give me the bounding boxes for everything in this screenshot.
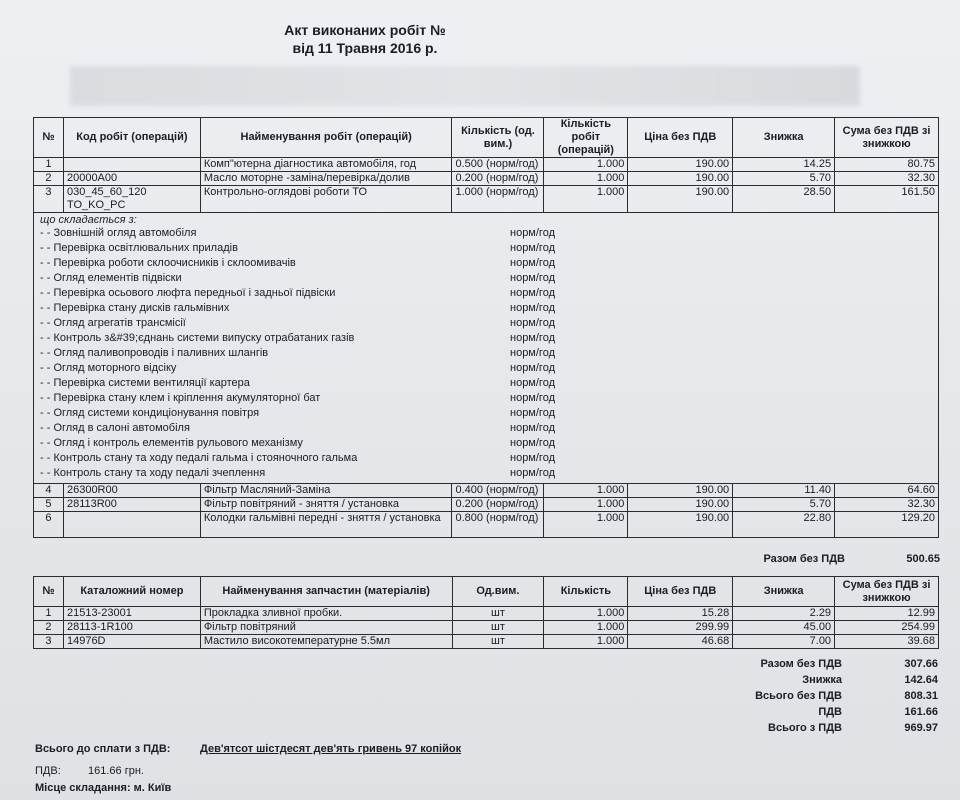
subitem-unit: норм/год: [510, 362, 555, 374]
cell-count: 1.000: [544, 158, 628, 172]
total-row: [580, 674, 940, 686]
list-item: [40, 362, 932, 377]
subitem-text: - - Перевірка роботи склоочисників і склоомивачів: [40, 257, 296, 269]
cell-sum: 39.68: [835, 635, 939, 649]
cell-code: 26300R00: [63, 484, 200, 498]
subitem-text: - - Зовнішній огляд автомобіля: [40, 227, 197, 239]
subitem-unit: норм/год: [510, 287, 555, 299]
cell-discount: 5.70: [733, 498, 835, 512]
works-col-price: Ціна без ПДВ: [628, 118, 733, 158]
pay-label: Всього до сплати з ПДВ:: [35, 743, 171, 755]
cell-discount: 11.40: [733, 484, 835, 498]
cell-code: 28113-1R100: [63, 621, 200, 635]
cell-sum: 32.30: [835, 498, 939, 512]
cell-code: 21513-23001: [63, 607, 200, 621]
list-item: [40, 467, 932, 482]
cell-sum: 161.50: [835, 186, 939, 213]
cell-n: 1: [34, 158, 64, 172]
list-item: [40, 452, 932, 467]
subitem-text: - - Контроль стану та ходу педалі гальма і стояночного гальма: [40, 452, 358, 464]
list-item: [40, 302, 932, 317]
table-row: [34, 172, 939, 186]
cell-n: 2: [34, 172, 64, 186]
subitem-text: - - Перевірка освітлювальних приладів: [40, 242, 238, 254]
subitems-cell: [34, 213, 939, 484]
document-title: Акт виконаних робіт №: [284, 22, 446, 38]
works-col-no: №: [34, 118, 64, 158]
table-row: [34, 484, 939, 498]
subitem-text: - - Огляд в салоні автомобіля: [40, 422, 190, 434]
subitem-unit: норм/год: [510, 437, 555, 449]
cell-qty: 0.500 (норм/год): [452, 158, 544, 172]
subitem-text: - - Огляд паливопроводів і паливних шлангів: [40, 347, 269, 359]
total-row: [580, 658, 940, 670]
cell-code: 28113R00: [63, 498, 200, 512]
cell-price: 190.00: [628, 484, 733, 498]
cell-unit: шт: [452, 621, 544, 635]
cell-price: 46.68: [628, 635, 733, 649]
subitem-unit: норм/год: [510, 302, 555, 314]
subitem-text: - - Перевірка стану дисків гальмівних: [40, 302, 230, 314]
subitem-unit: норм/год: [510, 317, 555, 329]
cell-count: 1.000: [544, 512, 628, 538]
total-label: Разом без ПДВ: [760, 658, 842, 670]
cell-discount: 22.80: [733, 512, 835, 538]
cell-qty: 0.200 (норм/год): [452, 498, 544, 512]
total-label: Всього без ПДВ: [755, 690, 842, 702]
subitem-text: - - Контроль стану та ходу педалі зчеплення: [40, 467, 266, 479]
works-total-value: 500.65: [906, 553, 940, 565]
subitem-unit: норм/год: [510, 242, 555, 254]
cell-qty: 1.000: [544, 621, 628, 635]
subitem-unit: норм/год: [510, 257, 555, 269]
subitem-unit: норм/год: [510, 467, 555, 479]
cell-count: 1.000: [544, 484, 628, 498]
parts-col-sum: Сума без ПДВ зі знижкою: [835, 577, 939, 607]
works-col-sum: Сума без ПДВ зі знижкою: [835, 118, 939, 158]
cell-n: 2: [34, 621, 64, 635]
vat-value: 161.66 грн.: [88, 765, 144, 777]
vat-label: ПДВ:: [35, 765, 61, 777]
table-row: [34, 607, 939, 621]
cell-code: 030_45_60_120 TO_KO_PC: [63, 186, 200, 213]
cell-price: 15.28: [628, 607, 733, 621]
cell-qty: 1.000: [544, 607, 628, 621]
cell-n: 4: [34, 484, 64, 498]
subitem-unit: норм/год: [510, 422, 555, 434]
list-item: [40, 377, 932, 392]
total-row: [580, 690, 940, 702]
cell-price: 190.00: [628, 158, 733, 172]
cell-price: 190.00: [628, 186, 733, 213]
table-row: [34, 186, 939, 213]
subitem-text: - - Перевірка системи вентиляції картера: [40, 377, 250, 389]
total-value: 161.66: [904, 706, 938, 718]
cell-n: 5: [34, 498, 64, 512]
cell-count: 1.000: [544, 498, 628, 512]
cell-sum: 12.99: [835, 607, 939, 621]
redacted-area: [70, 66, 860, 106]
cell-count: 1.000: [544, 186, 628, 213]
consists-label: що складається з:: [40, 214, 137, 226]
subitem-text: - - Огляд системи кондиціонування повітря: [40, 407, 260, 419]
table-row: [34, 498, 939, 512]
cell-n: 3: [34, 635, 64, 649]
subitem-text: - - Огляд елементів підвіски: [40, 272, 182, 284]
subitem-text: - - Огляд моторного відсіку: [40, 362, 177, 374]
cell-discount: 2.29: [733, 607, 835, 621]
list-item: [40, 287, 932, 302]
subitem-text: - - Перевірка стану клем і кріплення акумуляторної бат: [40, 392, 321, 404]
total-row: [580, 722, 940, 734]
cell-n: 1: [34, 607, 64, 621]
cell-name: Прокладка зливної пробки.: [200, 607, 452, 621]
cell-code: 20000A00: [63, 172, 200, 186]
works-col-code: Код робіт (операцій): [63, 118, 200, 158]
works-col-count: Кількість робіт (операцій): [544, 118, 628, 158]
list-item: [40, 347, 932, 362]
cell-name: Контрольно-оглядові роботи ТО: [200, 186, 452, 213]
cell-price: 299.99: [628, 621, 733, 635]
total-label: Знижка: [802, 674, 842, 686]
total-value: 969.97: [904, 722, 938, 734]
cell-code: [63, 512, 200, 538]
list-item: [40, 437, 932, 452]
total-value: 307.66: [904, 658, 938, 670]
subitem-text: - - Контроль з&#39;єднань системи випуску отрабатаних газів: [40, 332, 355, 344]
list-item: [40, 227, 932, 242]
subitem-unit: норм/год: [510, 392, 555, 404]
list-item: [40, 392, 932, 407]
subitem-text: - - Огляд і контроль елементів рульового механізму: [40, 437, 303, 449]
list-item: [40, 317, 932, 332]
subitems-list: [40, 227, 932, 482]
parts-col-no: №: [34, 577, 64, 607]
parts-col-qty: Кількість: [544, 577, 628, 607]
parts-col-price: Ціна без ПДВ: [628, 577, 733, 607]
document-date: від 11 Травня 2016 р.: [292, 40, 438, 56]
total-row: [580, 706, 940, 718]
subitem-unit: норм/год: [510, 347, 555, 359]
list-item: [40, 422, 932, 437]
total-value: 142.64: [904, 674, 938, 686]
subitem-unit: норм/год: [510, 452, 555, 464]
total-label: ПДВ: [818, 706, 842, 718]
table-row: [34, 512, 939, 538]
cell-qty: 0.800 (норм/год): [452, 512, 544, 538]
parts-col-discount: Знижка: [733, 577, 835, 607]
table-row: [34, 158, 939, 172]
parts-table: [33, 576, 939, 649]
cell-name: Комп"ютерна діагностика автомобіля, год: [200, 158, 452, 172]
table-row: [34, 621, 939, 635]
cell-code: 14976D: [63, 635, 200, 649]
cell-sum: 129.20: [835, 512, 939, 538]
cell-qty: 0.200 (норм/год): [452, 172, 544, 186]
list-item: [40, 242, 932, 257]
works-col-name: Найменування робіт (операцій): [200, 118, 452, 158]
cell-unit: шт: [452, 607, 544, 621]
subitem-text: - - Огляд агрегатів трансмісії: [40, 317, 186, 329]
cell-sum: 32.30: [835, 172, 939, 186]
place-label: Місце складання: м. Київ: [35, 782, 172, 794]
cell-discount: 7.00: [733, 635, 835, 649]
cell-price: 190.00: [628, 498, 733, 512]
cell-discount: 45.00: [733, 621, 835, 635]
works-total-label: Разом без ПДВ: [763, 553, 845, 565]
cell-unit: шт: [452, 635, 544, 649]
cell-discount: 5.70: [733, 172, 835, 186]
cell-qty: 1.000 (норм/год): [452, 186, 544, 213]
cell-name: Фільтр повітряний - зняття / установка: [200, 498, 452, 512]
cell-qty: 1.000: [544, 635, 628, 649]
cell-sum: 254.99: [835, 621, 939, 635]
subitem-unit: норм/год: [510, 227, 555, 239]
cell-code: [63, 158, 200, 172]
subitem-text: - - Перевірка осьового люфта передньої і задньої підвіски: [40, 287, 336, 299]
subitem-unit: норм/год: [510, 272, 555, 284]
total-label: Всього з ПДВ: [768, 722, 842, 734]
total-value: 808.31: [904, 690, 938, 702]
cell-discount: 28.50: [733, 186, 835, 213]
cell-n: 3: [34, 186, 64, 213]
list-item: [40, 257, 932, 272]
pay-words: Дев'ятсот шістдесят дев'ять гривень 97 копійок: [200, 743, 462, 755]
cell-n: 6: [34, 512, 64, 538]
cell-count: 1.000: [544, 172, 628, 186]
works-col-qty: Кількість (од. вим.): [452, 118, 544, 158]
cell-qty: 0.400 (норм/год): [452, 484, 544, 498]
cell-name: Мастило високотемпературне 5.5мл: [200, 635, 452, 649]
cell-discount: 14.25: [733, 158, 835, 172]
cell-sum: 80.75: [835, 158, 939, 172]
cell-name: Колодки гальмівні передні - зняття / установка: [200, 512, 452, 538]
parts-col-unit: Од.вим.: [452, 577, 544, 607]
cell-price: 190.00: [628, 172, 733, 186]
works-table: [33, 117, 939, 538]
parts-col-name: Найменування запчастин (матеріалів): [200, 577, 452, 607]
cell-name: Масло моторне -заміна/перевірка/долив: [200, 172, 452, 186]
list-item: [40, 332, 932, 347]
subitem-unit: норм/год: [510, 407, 555, 419]
cell-sum: 64.60: [835, 484, 939, 498]
list-item: [40, 407, 932, 422]
list-item: [40, 272, 932, 287]
cell-price: 190.00: [628, 512, 733, 538]
table-row: [34, 635, 939, 649]
parts-col-code: Каталожний номер: [63, 577, 200, 607]
subitem-unit: норм/год: [510, 332, 555, 344]
cell-name: Фільтр Масляний-Заміна: [200, 484, 452, 498]
works-col-discount: Знижка: [733, 118, 835, 158]
subitem-unit: норм/год: [510, 377, 555, 389]
cell-name: Фільтр повітряний: [200, 621, 452, 635]
